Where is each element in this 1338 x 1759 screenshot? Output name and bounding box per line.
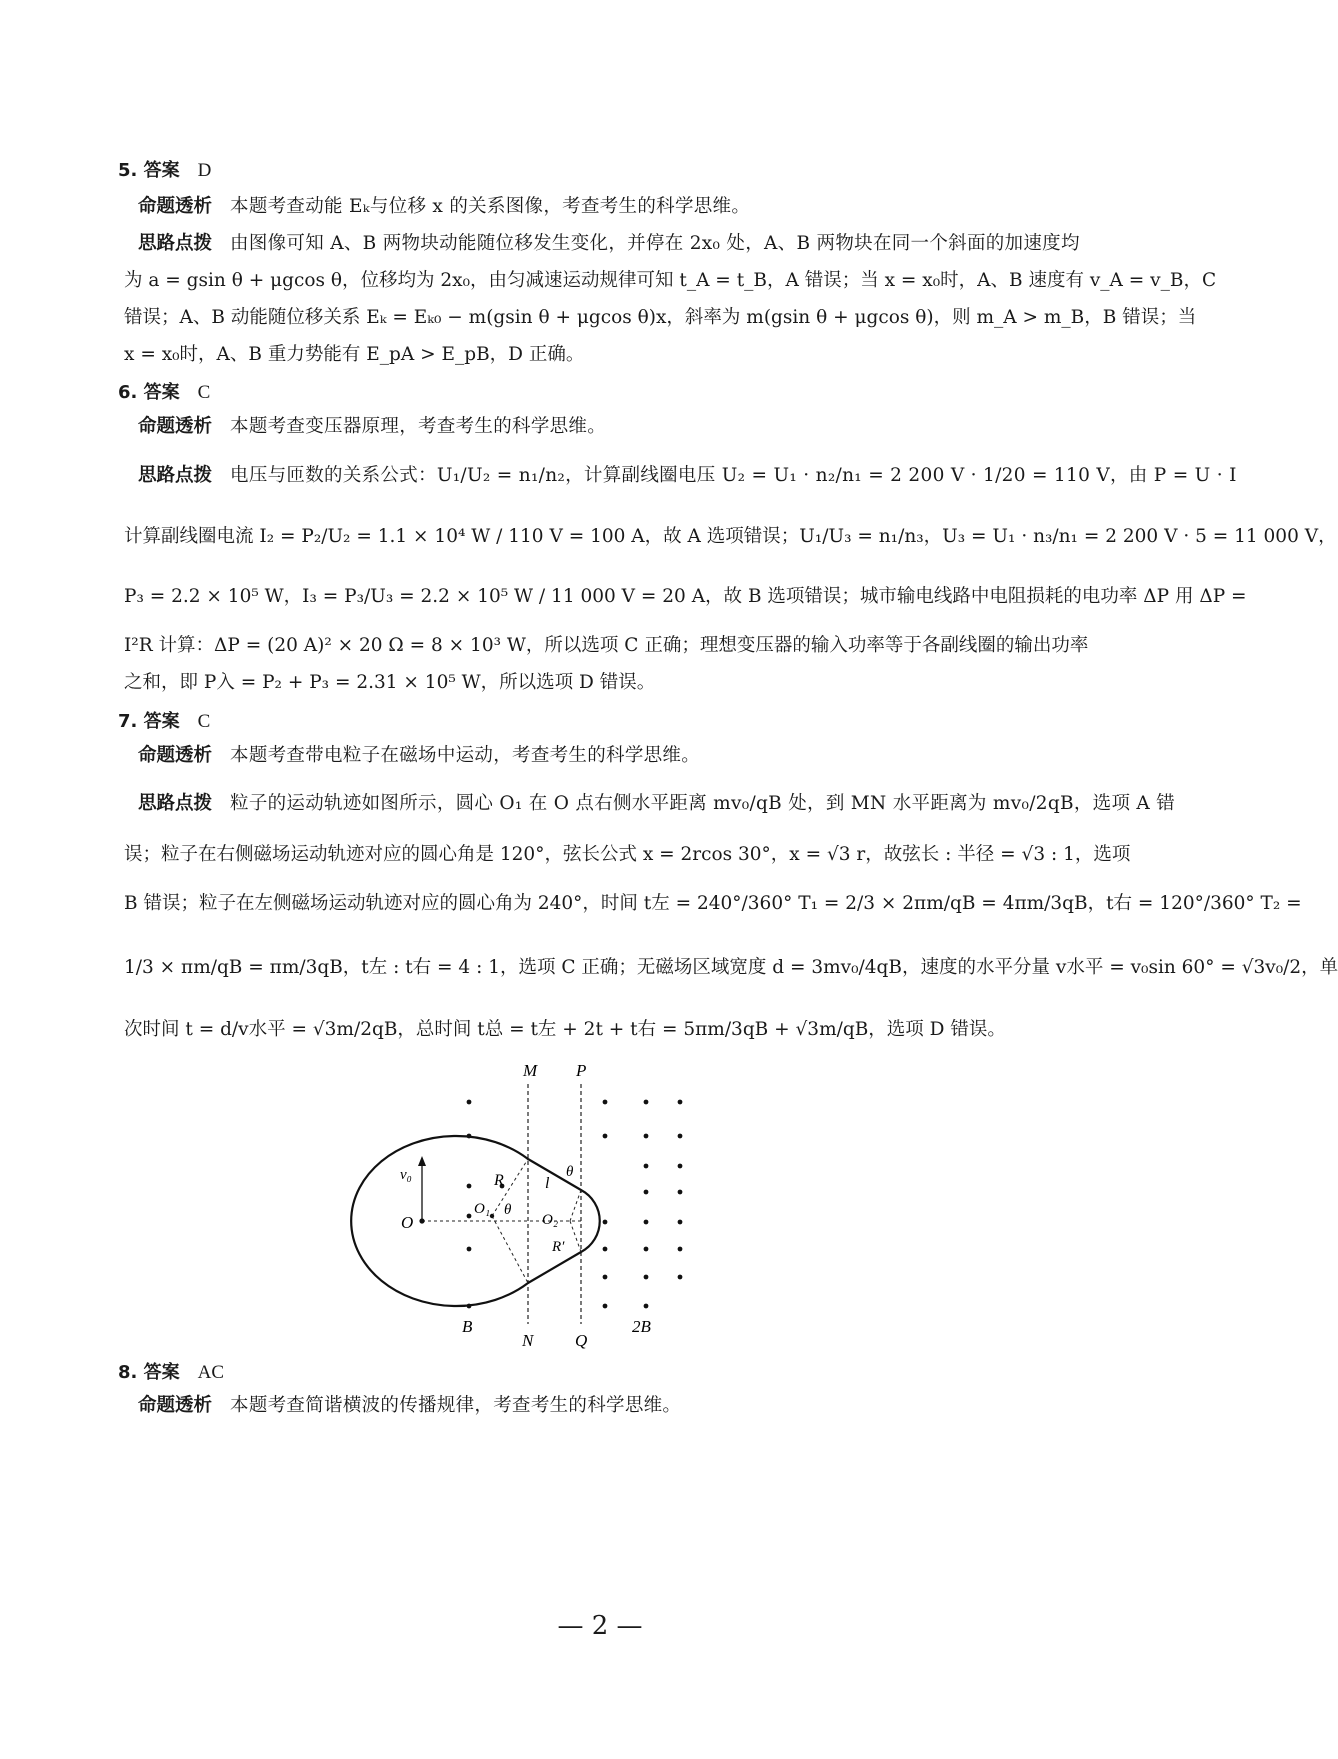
q7-solution-line4: 1/3 × πm/qB = πm/3qB，t左 : t右 = 4 : 1，选项 C 正确；无磁场区域宽度 d = 3mv₀/4qB，速度的水平分量 v水平 = v₀sin 60° = √3v₀/2，单	[124, 957, 1338, 978]
q8-analysis-label: 命题透析	[138, 1395, 213, 1416]
label-r-prime: R′	[552, 1239, 565, 1255]
label-p: P	[576, 1061, 587, 1080]
q5-number: 5. 答案	[118, 160, 180, 181]
point-o1	[490, 1214, 494, 1218]
label-r: R	[494, 1172, 504, 1189]
q5-solution-line3: 错误；A、B 动能随位移关系 Eₖ = Eₖ₀ − m(gsin θ + μgcos θ)x，斜率为 m(gsin θ + μgcos θ)，则 m_A > m_B，B 错误；当	[124, 307, 1197, 328]
radius-r-prime	[570, 1190, 581, 1221]
q7-analysis-text: 本题考查带电粒子在磁场中运动，考查考生的科学思维。	[230, 745, 701, 766]
label-2b: 2B	[632, 1317, 651, 1336]
q7-solution-line3: B 错误；粒子在左侧磁场运动轨迹对应的圆心角为 240°，时间 t左 = 240°/360° T₁ = 2/3 × 2πm/qB = 4πm/3qB，t右 = 120°/360° T₂ =	[124, 893, 1302, 914]
trajectory-lower-segment	[528, 1252, 581, 1283]
q6-solution-line2: 计算副线圈电流 I₂ = P₂/U₂ = 1.1 × 10⁴ W / 110 V = 100 A，故 A 选项错误；U₁/U₃ = n₁/n₃，U₃ = U₁ · n₃/n₁ = 2 200 V · 5 = 11 000 V，	[124, 526, 1337, 547]
label-v0: v₀	[400, 1167, 412, 1183]
q6-solution-line1	[138, 463, 1237, 489]
label-m: M	[523, 1061, 538, 1080]
right-field-dots	[603, 1100, 683, 1309]
q6-solution-label: 思路点拨	[138, 465, 213, 486]
q6-analysis-text: 本题考查变压器原理，考查考生的科学思维。	[230, 416, 607, 437]
q8-analysis	[138, 1393, 1078, 1419]
label-o2: O₂	[542, 1212, 559, 1228]
point-o	[419, 1218, 424, 1223]
q5-solution-line4: x = x₀时，A、B 重力势能有 E_pA > E_pB，D 正确。	[124, 344, 585, 365]
q7-solution-line2: 误；粒子在右侧磁场运动轨迹对应的圆心角是 120°，弦长公式 x = 2rcos 30°，x = √3 r，故弦长 : 半径 = √3 : 1，选项	[124, 844, 1131, 865]
label-theta2: θ	[566, 1164, 574, 1180]
q6-analysis-label: 命题透析	[138, 416, 213, 437]
magnetic-field-figure	[392, 1062, 702, 1352]
q7-answer: C	[197, 711, 211, 732]
q6-solution-text1: 电压与匝数的关系公式：U₁/U₂ = n₁/n₂，计算副线圈电压 U₂ = U₁ · n₂/n₁ = 2 200 V · 1/20 = 110 V，由 P = U · I	[230, 465, 1237, 486]
label-l: l	[545, 1175, 550, 1192]
q7-solution-line1	[138, 791, 1176, 817]
q7-solution-line5: 次时间 t = d/v水平 = √3m/2qB，总时间 t总 = t左 + 2t + t右 = 5πm/3qB + √3m/qB，选项 D 错误。	[124, 1019, 1006, 1040]
q7-analysis	[138, 743, 1078, 769]
q7-header	[118, 707, 210, 733]
q7-solution-label: 思路点拨	[138, 793, 213, 814]
q8-analysis-text: 本题考查简谐横波的传播规律，考查考生的科学思维。	[230, 1395, 682, 1416]
q6-solution-line3: P₃ = 2.2 × 10⁵ W，I₃ = P₃/U₃ = 2.2 × 10⁵ W / 11 000 V = 20 A，故 B 选项错误；城市输电线路中电阻损耗的电功率 ΔP 用 ΔP =	[124, 586, 1247, 607]
label-o1: O₁	[474, 1201, 491, 1217]
page-number: — 2 —	[557, 1611, 643, 1641]
q6-analysis	[138, 414, 1078, 440]
q7-solution-text1: 粒子的运动轨迹如图所示，圆心 O₁ 在 O 点右侧水平距离 mv₀/qB 处，到 MN 水平距离为 mv₀/2qB，选项 A 错	[230, 793, 1176, 814]
q7-analysis-label: 命题透析	[138, 745, 213, 766]
q5-answer: D	[197, 160, 212, 181]
q8-number: 8. 答案	[118, 1362, 180, 1383]
q5-header	[118, 156, 211, 182]
velocity-arrowhead	[418, 1156, 426, 1166]
q6-number: 6. 答案	[118, 382, 180, 403]
label-b: B	[462, 1317, 473, 1336]
label-theta1: θ	[504, 1202, 512, 1218]
q6-answer: C	[197, 382, 211, 403]
q5-solution-text1: 由图像可知 A、B 两物块动能随位移发生变化，并停在 2x₀ 处，A、B 两物块在同一个斜面的加速度均	[230, 233, 1080, 254]
label-n: N	[522, 1331, 534, 1350]
q5-analysis-text: 本题考查动能 Eₖ与位移 x 的关系图像，考查考生的科学思维。	[230, 196, 751, 217]
trajectory-right-arc	[581, 1190, 600, 1252]
q5-solution-line2: 为 a = gsin θ + μgcos θ，位移均为 2x₀，由匀减速运动规律可知 t_A = t_B，A 错误；当 x = x₀时，A、B 速度有 v_A = v_B，C	[124, 270, 1217, 291]
q8-header	[118, 1358, 224, 1384]
q5-solution-line1	[138, 231, 1078, 257]
radius-lower	[492, 1216, 528, 1283]
q8-answer: AC	[197, 1362, 225, 1383]
q6-header	[118, 378, 210, 404]
q6-solution-line5: 之和，即 P入 = P₂ + P₃ = 2.31 × 10⁵ W，所以选项 D 错误。	[124, 672, 656, 693]
q5-solution-label: 思路点拨	[138, 233, 213, 254]
label-q: Q	[575, 1331, 588, 1350]
label-o: O	[401, 1213, 414, 1232]
q5-analysis	[138, 194, 1078, 220]
radius-r-prime-lower	[570, 1221, 581, 1252]
q5-analysis-label: 命题透析	[138, 196, 213, 217]
q7-number: 7. 答案	[118, 711, 180, 732]
q6-solution-line4: I²R 计算：ΔP = (20 A)² × 20 Ω = 8 × 10³ W，所以选项 C 正确；理想变压器的输入功率等于各副线圈的输出功率	[124, 635, 1089, 656]
